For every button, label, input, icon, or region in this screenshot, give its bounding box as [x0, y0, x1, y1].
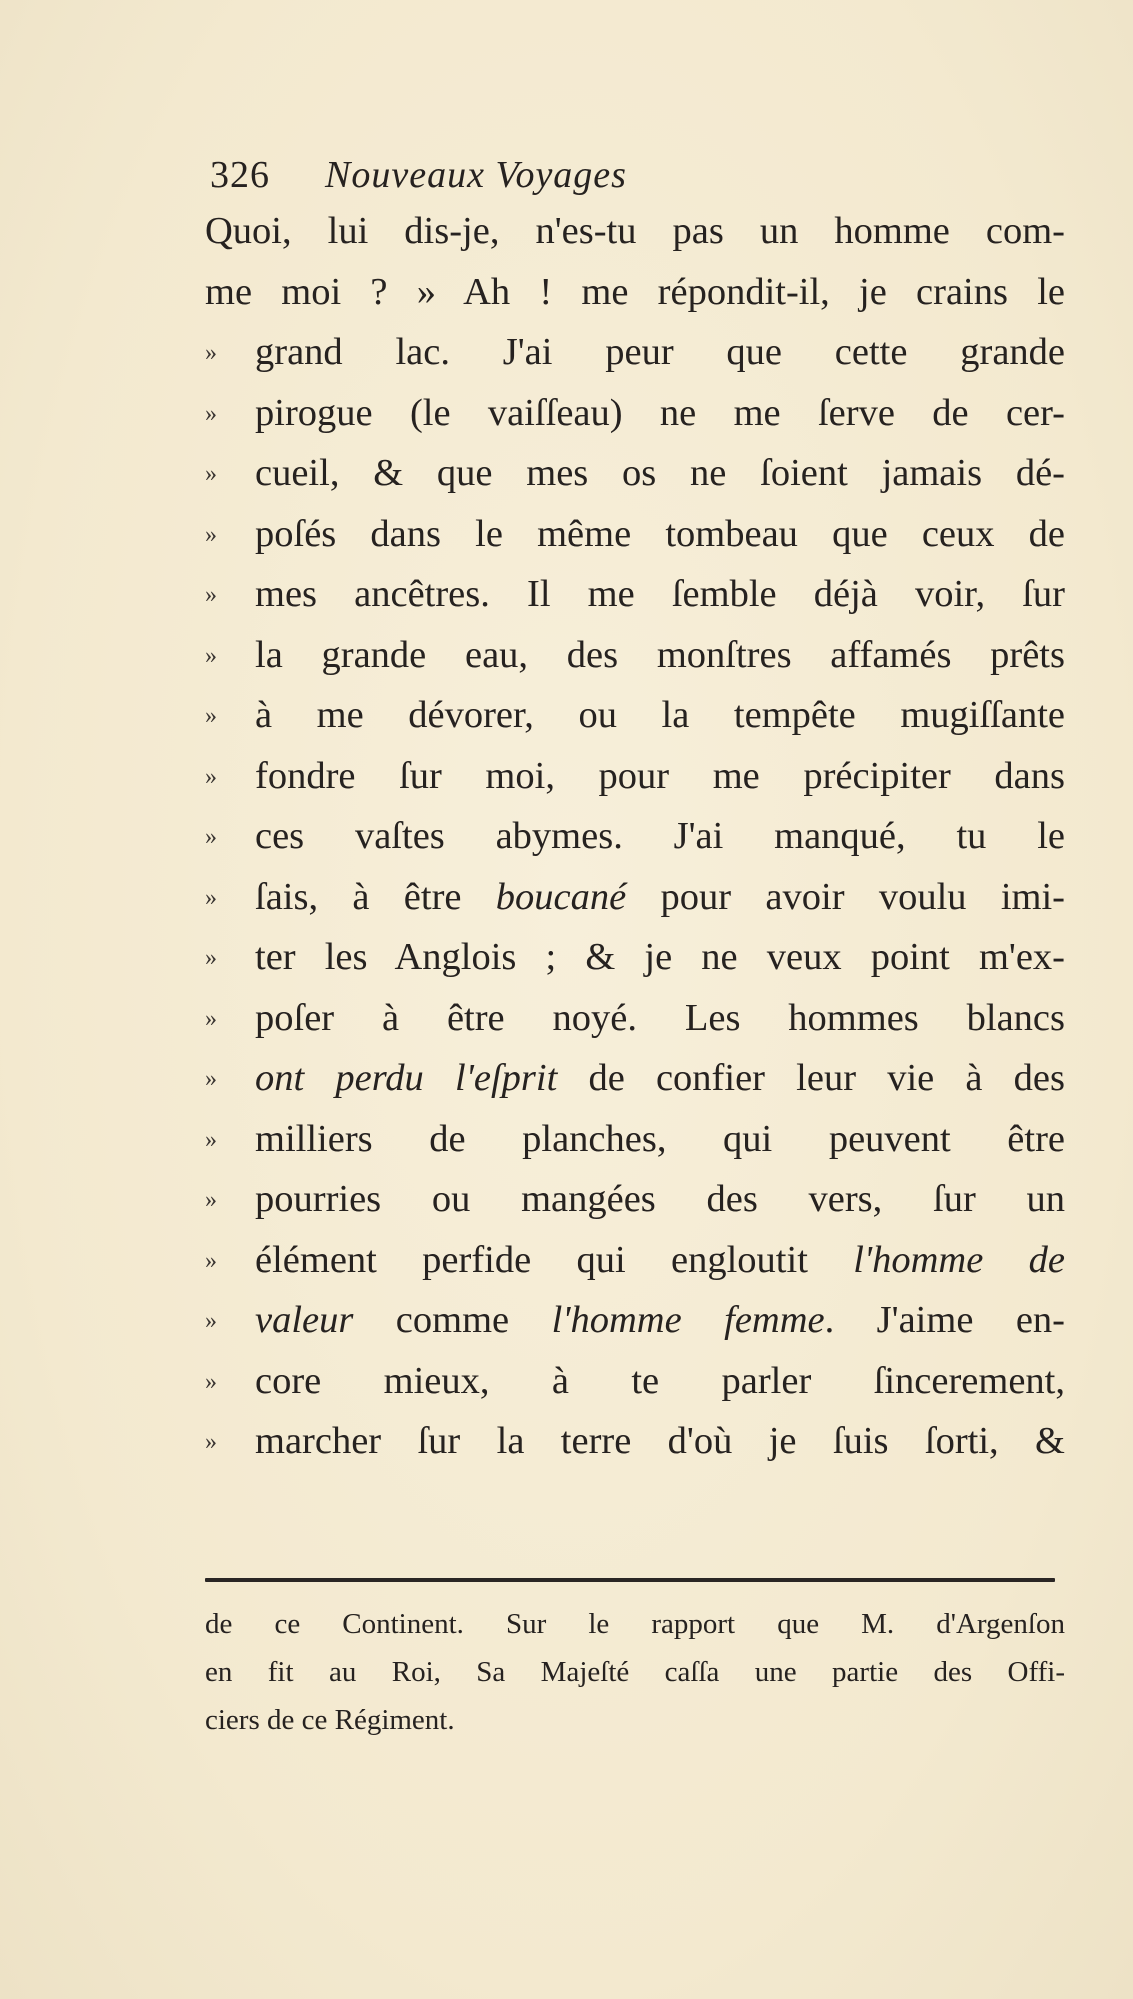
text-line — [205, 685, 1075, 746]
quote-mark: » — [205, 1368, 217, 1395]
line-text: à me dévorer, ou la tempête mugiſſante — [255, 694, 1065, 736]
line-text: Quoi, lui dis-je, n'es-tu pas un homme com- — [205, 210, 1065, 252]
text-line — [205, 383, 1075, 444]
quote-mark: » — [205, 582, 217, 608]
main-text — [205, 201, 1075, 1472]
page-header — [210, 150, 910, 200]
italic-segment: l'homme femme — [551, 1299, 825, 1341]
quote-mark: » — [205, 763, 217, 790]
quote-mark: » — [205, 1066, 217, 1092]
quote-mark: » — [205, 400, 217, 427]
line-segment: . J'aime en- — [824, 1299, 1066, 1341]
footnote-line: ciers de ce Régiment. — [205, 1704, 455, 1736]
line-text — [255, 1048, 1065, 1109]
text-line — [205, 504, 1075, 565]
quote-mark: » — [205, 824, 217, 850]
quote-mark: » — [205, 1126, 217, 1153]
text-line — [205, 1351, 1075, 1412]
line-text: core mieux, à te parler ſincerement, — [255, 1359, 1065, 1402]
text-line — [205, 1411, 1075, 1472]
text-line — [205, 1048, 1075, 1109]
text-line — [205, 746, 1075, 807]
footnote-rule — [205, 1578, 1055, 1582]
text-line — [205, 867, 1075, 928]
line-text: ces vaſtes abymes. J'ai manqué, tu le — [255, 815, 1065, 857]
text-line — [205, 806, 1075, 867]
text-line — [205, 988, 1075, 1049]
text-line — [205, 443, 1075, 504]
line-segment: ſais, à être — [255, 875, 496, 918]
quote-mark: » — [205, 1429, 217, 1455]
line-text: poſés dans le même tombeau que ceux de — [255, 512, 1065, 555]
line-text: poſer à être noyé. Les hommes blancs — [255, 996, 1065, 1039]
text-line — [205, 625, 1075, 686]
quote-mark: » — [205, 1005, 217, 1032]
page-number: 326 — [210, 154, 270, 196]
line-segment: élément perfide qui engloutit — [255, 1238, 854, 1281]
quote-mark: » — [205, 340, 217, 366]
quote-mark: » — [205, 1308, 217, 1334]
line-text — [255, 1290, 1065, 1351]
line-text: la grande eau, des monſtres affamés prêts — [255, 633, 1065, 676]
quote-mark: » — [205, 884, 217, 911]
italic-segment: l'homme de — [853, 1238, 1065, 1281]
running-title: Nouveaux Voyages — [325, 154, 627, 196]
text-line — [205, 1109, 1075, 1170]
line-text: ter les Anglois ; & je ne veux point m'ex- — [255, 936, 1065, 978]
footnote — [205, 1600, 1065, 1744]
quote-mark: » — [205, 642, 217, 669]
line-text: marcher ſur la terre d'où je ſuis ſorti, & — [255, 1420, 1065, 1462]
text-line — [205, 1290, 1075, 1351]
quote-mark: » — [205, 1187, 217, 1213]
footnote-line: en fit au Roi, Sa Majeſté caſſa une partie des Offi- — [205, 1656, 1065, 1688]
quote-mark: » — [205, 703, 217, 729]
line-text: pourries ou mangées des vers, ſur un — [255, 1178, 1065, 1220]
italic-segment: boucané — [495, 875, 627, 918]
quote-mark: » — [205, 461, 217, 487]
line-text: mes ancêtres. Il me ſemble déjà voir, ſur — [255, 573, 1065, 615]
line-segment: de confier leur vie à des — [557, 1057, 1065, 1099]
line-text: pirogue (le vaiſſeau) ne me ſerve de cer- — [255, 391, 1065, 434]
text-line — [205, 201, 1075, 262]
text-line — [205, 564, 1075, 625]
text-line — [205, 1169, 1075, 1230]
line-text: me moi ? » Ah ! me répondit-il, je crains le — [205, 270, 1065, 313]
italic-segment: ont perdu l'eſprit — [255, 1057, 558, 1099]
line-text: cueil, & que mes os ne ſoient jamais dé- — [255, 452, 1065, 494]
quote-mark: » — [205, 521, 217, 548]
italic-segment: valeur — [255, 1299, 354, 1341]
text-line — [205, 927, 1075, 988]
line-text — [255, 867, 1065, 928]
quote-mark: » — [205, 1247, 217, 1274]
line-text: grand lac. J'ai peur que cette grande — [255, 331, 1065, 373]
text-line — [205, 322, 1075, 383]
footnote-line: de ce Continent. Sur le rapport que M. d'Argenſon — [205, 1608, 1065, 1640]
line-segment: pour avoir voulu imi- — [626, 875, 1065, 918]
quote-mark: » — [205, 945, 217, 971]
text-line — [205, 1230, 1075, 1291]
line-segment: comme — [353, 1299, 552, 1341]
text-line — [205, 262, 1075, 323]
line-text: milliers de planches, qui peuvent être — [255, 1117, 1065, 1160]
line-text — [255, 1230, 1065, 1291]
line-text: fondre ſur moi, pour me précipiter dans — [255, 754, 1065, 797]
